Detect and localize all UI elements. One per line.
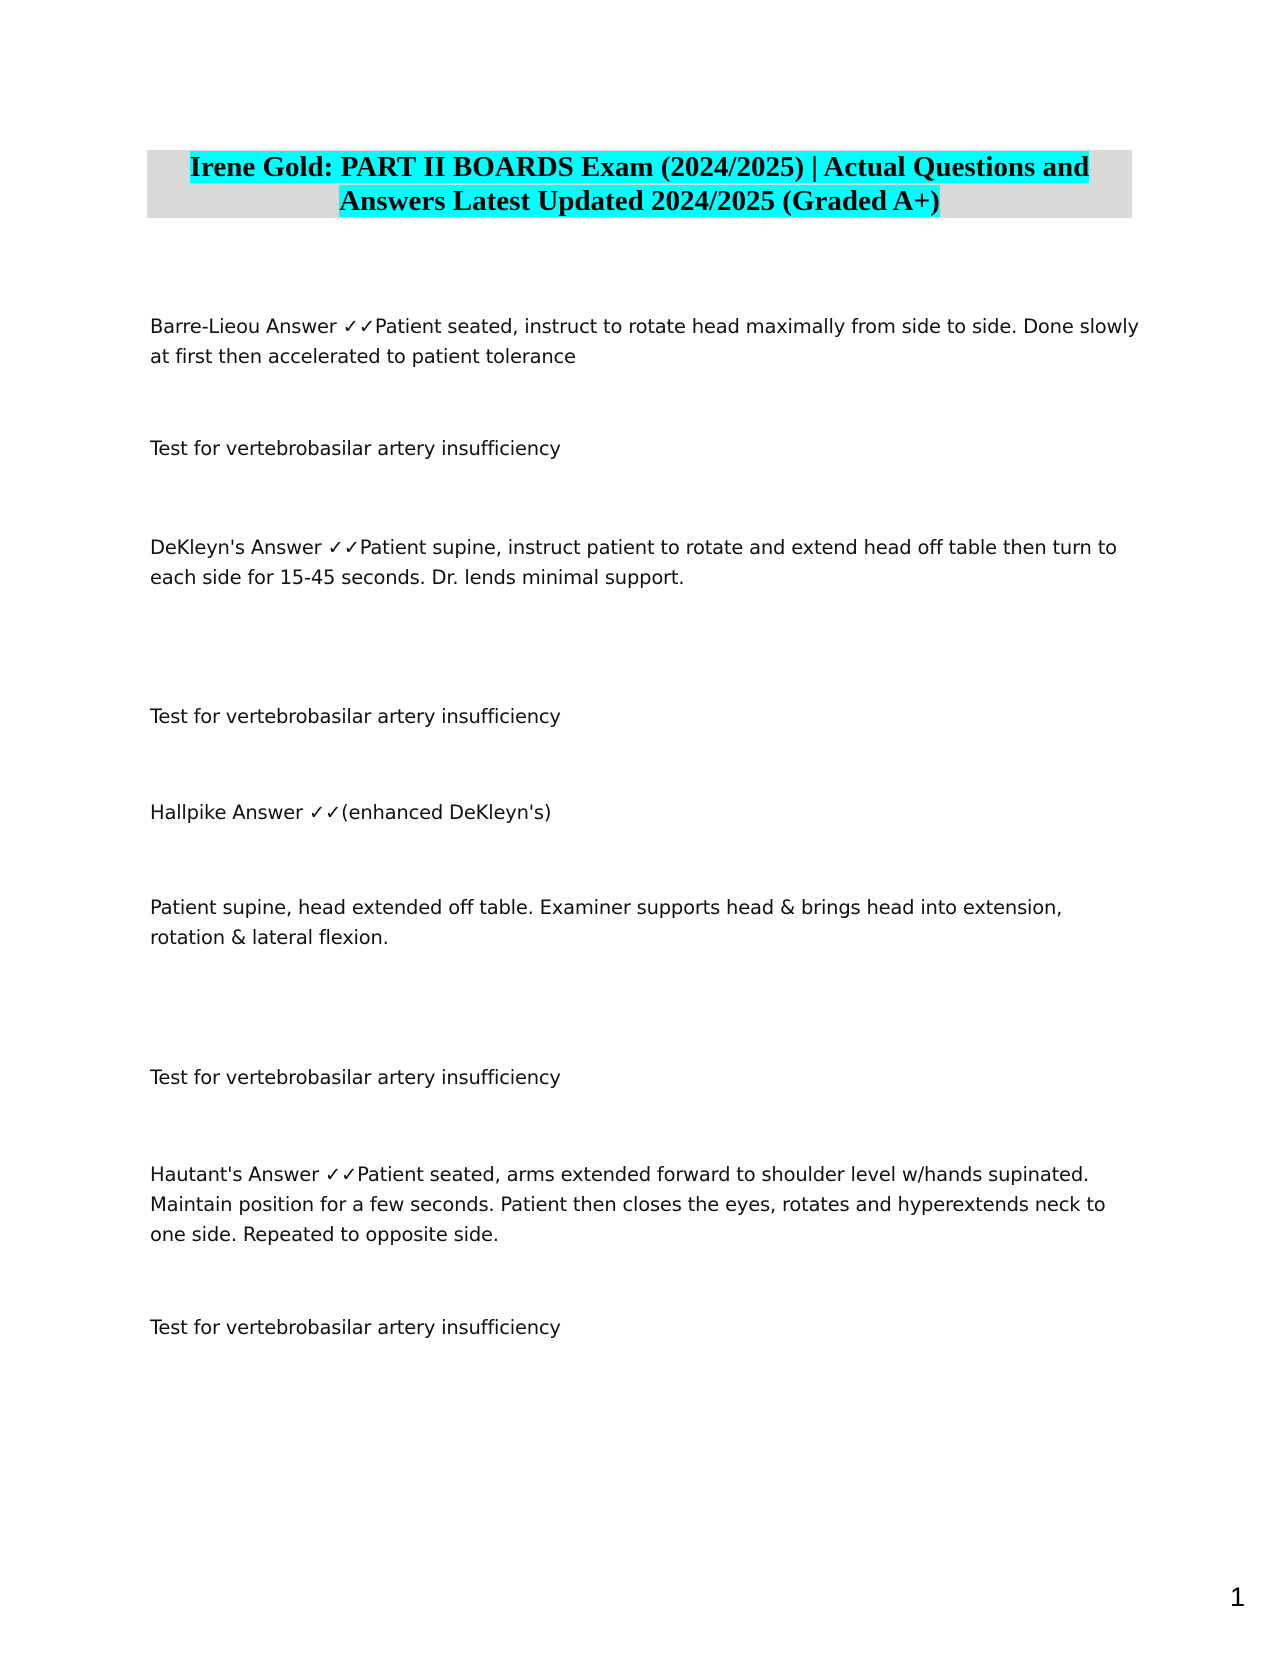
question-hallpike: Hallpike Answer ✓✓(enhanced DeKleyn's) (150, 801, 552, 824)
answer-hautant: Test for vertebrobasilar artery insufficiency (150, 1316, 561, 1339)
answer-hallpike: Test for vertebrobasilar artery insufficiency (150, 1066, 561, 1089)
answer-barre-lieou: Test for vertebrobasilar artery insufficiency (150, 437, 561, 460)
question-hautant: Hautant's Answer ✓✓Patient seated, arms extended forward to shoulder level w/hands supinated. Maintain position for a few seconds. Patient then closes the eyes, rotates and hyperextends neck to one side. Repeated to opposite side. (150, 1163, 1106, 1246)
document-title (147, 150, 1132, 218)
title-line-1: Irene Gold: PART II BOARDS Exam (2024/2025) | Actual Questions and (189, 151, 1090, 183)
hallpike-description: Patient supine, head extended off table. Examiner supports head & brings head into extension, rotation & lateral flexion. (150, 896, 1063, 949)
title-line-2: Answers Latest Updated 2024/2025 (Graded A+) (339, 185, 940, 217)
question-dekleyn: DeKleyn's Answer ✓✓Patient supine, instruct patient to rotate and extend head off table then turn to each side for 15-45 seconds. Dr. lends minimal support. (150, 536, 1117, 589)
question-barre-lieou: Barre-Lieou Answer ✓✓Patient seated, instruct to rotate head maximally from side to side. Done slowly at first then accelerated to patient tolerance (150, 315, 1139, 368)
answer-dekleyn: Test for vertebrobasilar artery insufficiency (150, 705, 561, 728)
page-number: 1 (1230, 1582, 1246, 1612)
